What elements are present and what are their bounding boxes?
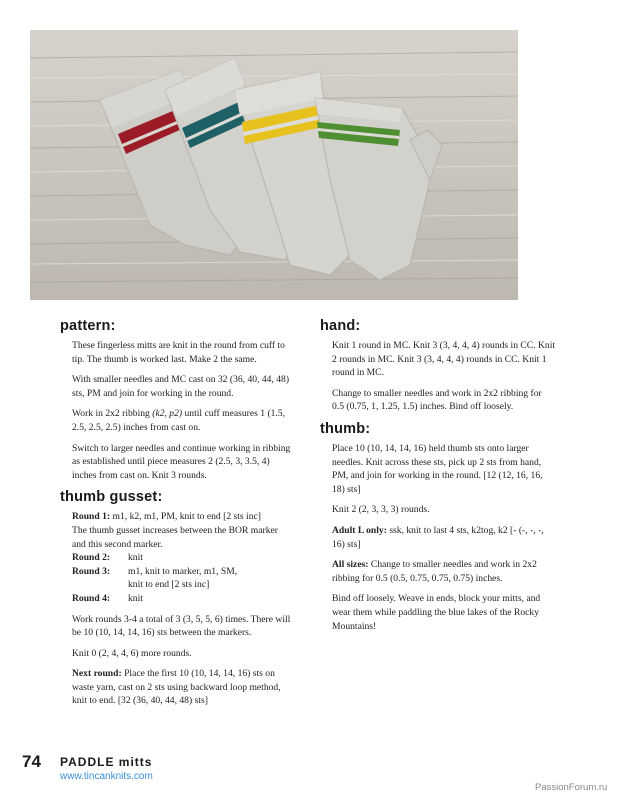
gusset-repeat: Work rounds 3-4 a total of 3 (3, 5, 5, 6) times. There will be 10 (10, 14, 14, 16) sts between the markers. [72, 613, 291, 639]
right-column [320, 318, 556, 640]
thumb-pickup: Place 10 (10, 14, 14, 16) held thumb sts onto larger needles. Knit across these sts, pick up 2 sts from hand, PM, and join for working in the round. [12 (12, 16, 16, 18) sts] [332, 442, 543, 495]
watermark: PassionForum.ru [535, 782, 608, 793]
gusset-round-1: Round 1: m1, k2, m1, PM, knit to end [2 sts inc] [72, 511, 261, 523]
gusset-round-4: Round 4: knit [72, 592, 143, 604]
footer-url-link[interactable]: www.tincanknits.com [60, 771, 153, 782]
mitts-photo [30, 30, 518, 300]
page-number: 74 [22, 752, 41, 771]
pattern-ribbing: Work in 2x2 ribbing (k2, p2) until cuff measures 1 (1.5, 2.5, 2.5, 2.5) inches from cast on. [72, 408, 286, 433]
thumb-adult-l: Adult L only: ssk, knit to last 4 sts, k2tog, k2 [- (-, -, -, 16) sts] [332, 524, 544, 550]
gusset-round-1-note: The thumb gusset increases between the BOR marker and this second marker. [72, 524, 278, 550]
hand-ribbing: Change to smaller needles and work in 2x2 ribbing for 0.5 (0.75, 1, 1.25, 1.5) inches. Bind off loosely. [332, 387, 542, 413]
hand-heading: hand: [320, 318, 361, 334]
pattern-intro: These fingerless mitts are knit in the round from cuff to tip. The thumb is worked last. Make 2 the same. [72, 340, 285, 365]
gusset-next-round: Next round: Place the first 10 (10, 14, 14, 16) sts on waste yarn, cast on 2 sts using backward loop method, knit to end. [32 (36, 40, 44, 48) sts] [72, 668, 281, 707]
pattern-heading: pattern: [60, 318, 116, 334]
gusset-knit-more: Knit 0 (2, 4, 4, 6) more rounds. [72, 647, 192, 659]
pattern-cast-on: With smaller needles and MC cast on 32 (36, 40, 44, 48) sts, PM and join for working in the round. [72, 374, 290, 399]
thumb-knit-rounds: Knit 2 (2, 3, 3, 3) rounds. [332, 504, 430, 516]
thumb-finishing: Bind off loosely. Weave in ends, block your mitts, and wear them while paddling the blue lakes of the Rocky Mountains! [332, 593, 541, 632]
footer-title: PADDLE mitts [60, 755, 153, 769]
left-column [60, 318, 292, 715]
thumb-all-sizes: All sizes: Change to smaller needles and work in 2x2 ribbing for 0.5 (0.5, 0.75, 0.75, 0.75) inches. [332, 559, 537, 584]
thumb-heading: thumb: [320, 420, 371, 437]
thumb-gusset-heading: thumb gusset: [60, 489, 163, 506]
hand-stripes: Knit 1 round in MC. Knit 3 (3, 4, 4, 4) rounds in CC. Knit 2 rounds in MC. Knit 3 (3, 4, 4, 4) rounds in CC. Knit 1 round in MC. [332, 340, 556, 379]
mitts-photo-illustration [30, 30, 518, 300]
gusset-round-2: Round 2: knit [72, 552, 143, 564]
gusset-round-3: Round 3: m1, knit to marker, m1, SM, knit to end [2 sts inc] [72, 565, 238, 591]
pattern-switch-needles: Switch to larger needles and continue working in ribbing as established until piece measures 2 (2.5, 3, 3.5, 4) inches from cast on. Knit 3 rounds. [72, 442, 291, 481]
